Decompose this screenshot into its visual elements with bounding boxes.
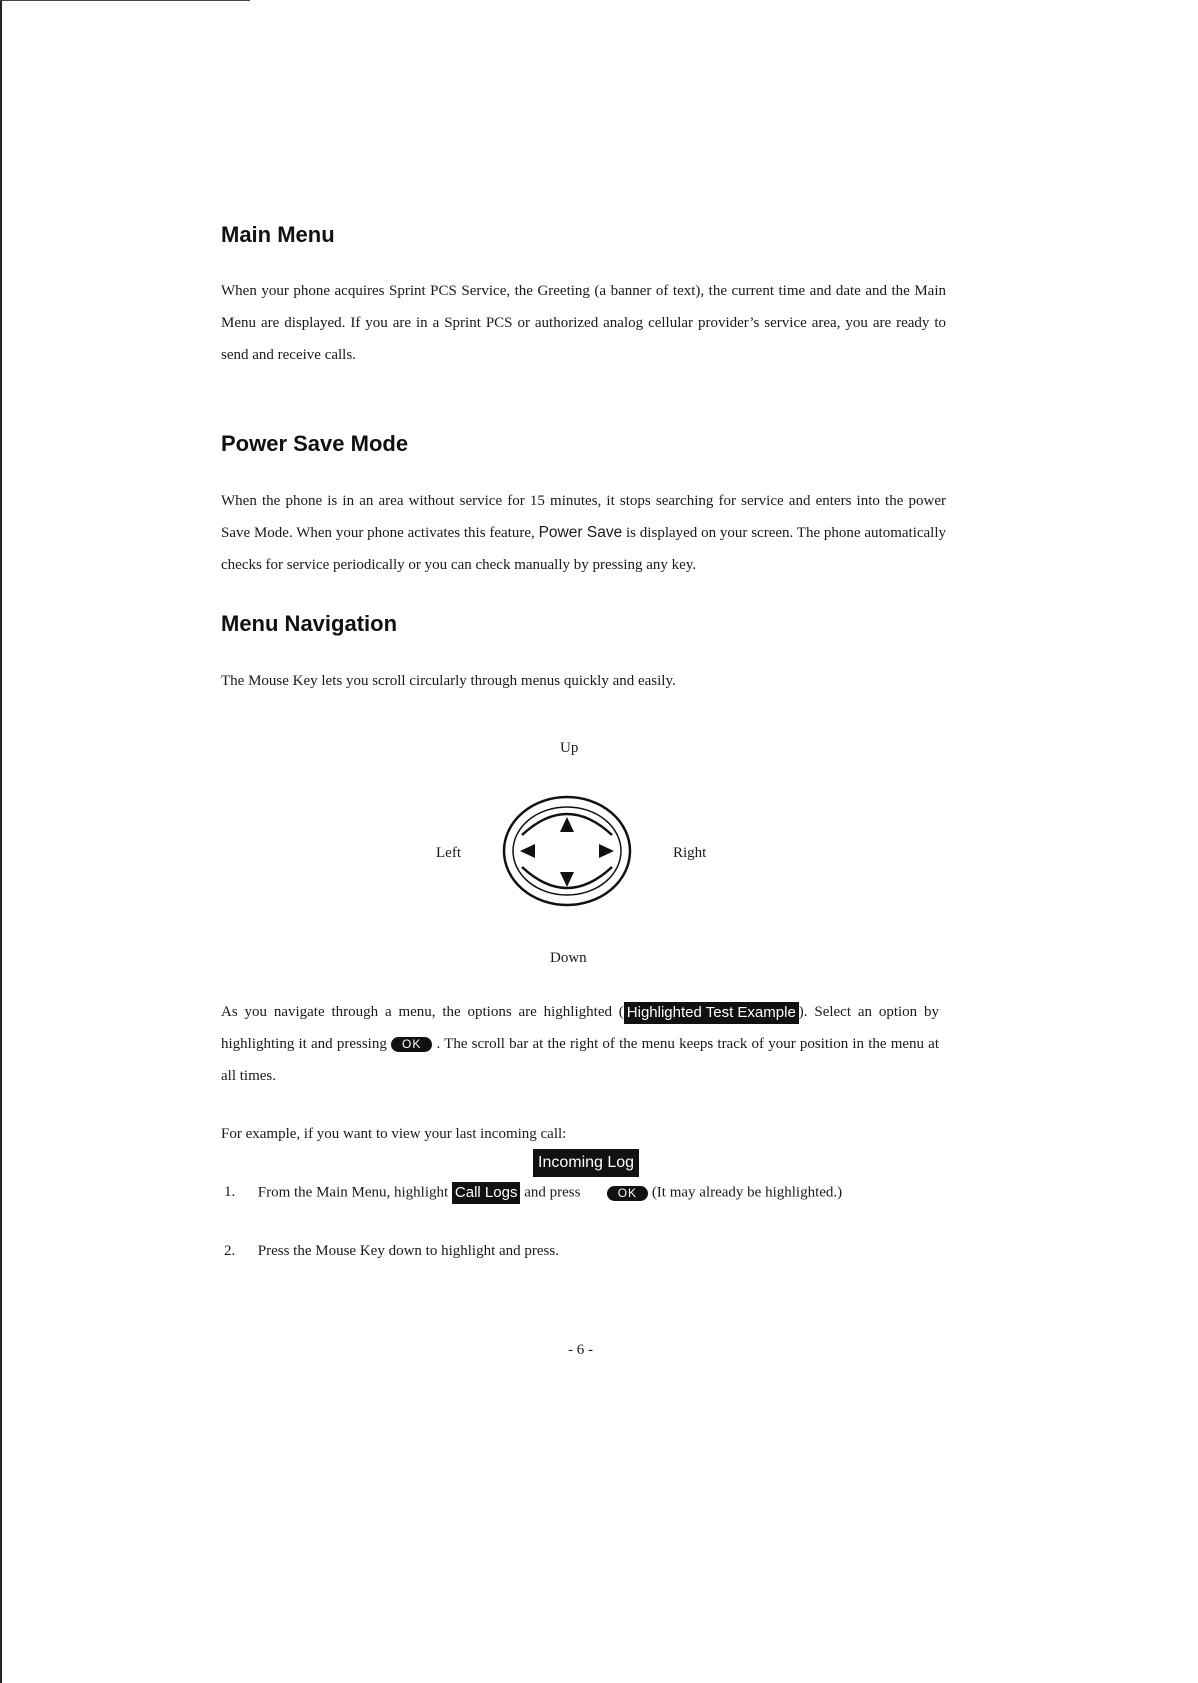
power-save-paragraph bbox=[221, 485, 946, 581]
ok-key-icon: OK bbox=[607, 1186, 648, 1201]
main-menu-paragraph: When your phone acquires Sprint PCS Service, the Greeting (a banner of text), the current time and date and the Main Menu are displayed. If you are in a Sprint PCS or authorized analog cellular provider’s service area, you are ready to send and receive calls. bbox=[221, 283, 946, 363]
step-1-text-before: From the Main Menu, highlight bbox=[257, 1184, 449, 1201]
step-1-text-mid: and press bbox=[524, 1184, 581, 1201]
step-2-text: Press the Mouse Key down to highlight and press. bbox=[257, 1243, 559, 1259]
direction-label-up: Up bbox=[560, 740, 579, 756]
call-logs-highlight: Call Logs bbox=[452, 1182, 521, 1204]
highlight-text-1: As you navigate through a menu, the options are highlighted ( bbox=[221, 1004, 624, 1020]
direction-label-left: Left bbox=[436, 845, 461, 861]
scan-edge-left bbox=[0, 0, 2, 1683]
highlight-example: Highlighted Test Example bbox=[624, 1002, 799, 1024]
step-1 bbox=[224, 1182, 842, 1204]
page-number: - 6 - bbox=[568, 1342, 593, 1358]
heading-menu-navigation: Menu Navigation bbox=[221, 611, 398, 636]
incoming-log-highlight: Incoming Log bbox=[533, 1149, 639, 1177]
highlight-paragraph bbox=[221, 996, 939, 1092]
step-1-number: 1. bbox=[224, 1184, 236, 1201]
heading-power-save-mode: Power Save Mode bbox=[221, 431, 409, 456]
step-2-number: 2. bbox=[224, 1243, 236, 1259]
highlight-text-2: ). Select an option by highlighting it and pressing bbox=[221, 1004, 939, 1052]
highlight-text-3: . The scroll bar at the right of the menu keeps track of your position in the menu at all times. bbox=[221, 1036, 940, 1084]
scan-edge-top bbox=[0, 0, 250, 1]
heading-main-menu: Main Menu bbox=[221, 222, 335, 247]
power-save-text-before: When the phone is in an area without service for 15 minutes, it stops searching for service and enters into the power Save Mode. When your phone activates this feature, bbox=[221, 493, 946, 541]
step-1-text-after: (It may already be highlighted.) bbox=[651, 1184, 843, 1201]
power-save-term: Power Save bbox=[538, 524, 623, 541]
menu-navigation-intro: The Mouse Key lets you scroll circularly through menus quickly and easily. bbox=[221, 673, 676, 689]
direction-label-down: Down bbox=[550, 950, 587, 966]
power-save-text-after: is displayed on your screen. The phone automatically checks for service periodically or you can check manually by pressing any key. bbox=[221, 525, 947, 573]
step-2 bbox=[224, 1243, 559, 1260]
mouse-key-icon bbox=[502, 795, 632, 907]
direction-label-right: Right bbox=[673, 845, 707, 861]
ok-key-icon: OK bbox=[391, 1037, 432, 1052]
example-intro: For example, if you want to view your last incoming call: bbox=[221, 1126, 567, 1142]
